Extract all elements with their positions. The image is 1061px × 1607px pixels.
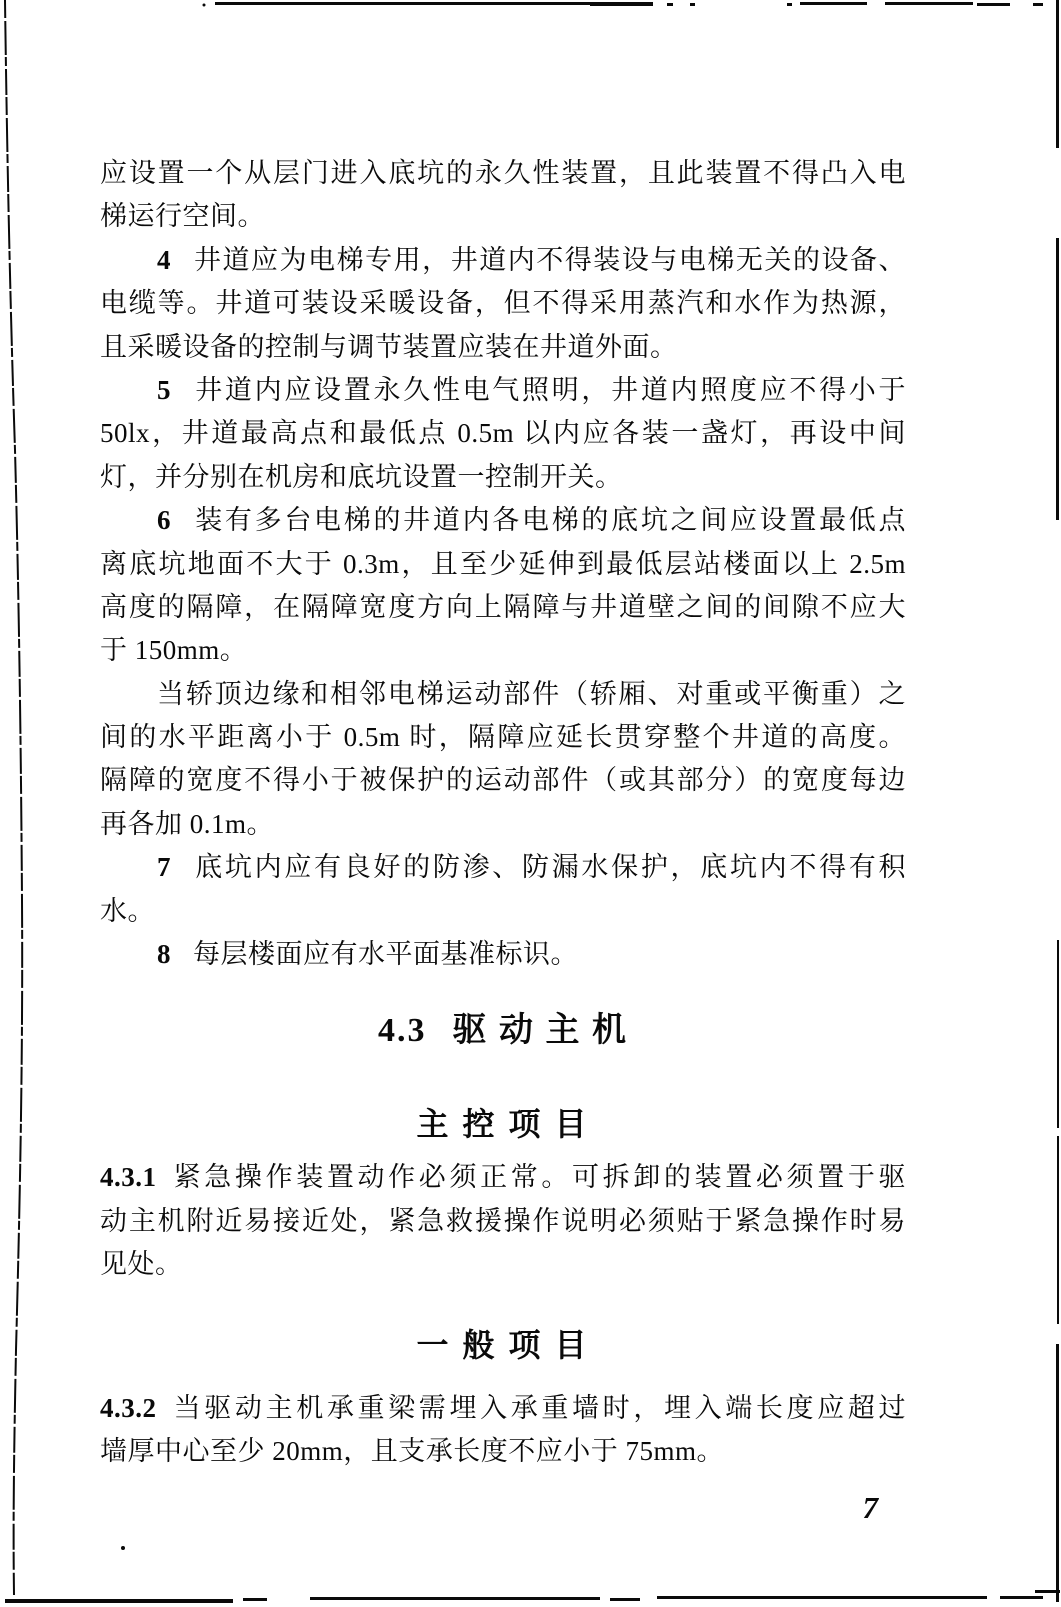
line-text: 井道应为电梯专用，井道内不得装设与电梯无关的设备、 [193,244,906,275]
scan-top-line [215,2,1043,6]
line-text: 再各加 0.1m。 [100,808,275,839]
text-line [100,1243,906,1286]
text-line [100,759,906,802]
item-number: 8 [157,939,171,970]
text-line [100,282,906,325]
line-text: 当轿顶边缘和相邻电梯运动部件（轿厢、对重或平衡重）之 [157,678,906,709]
scan-right-line [1056,0,1059,1602]
body-text-block [100,152,906,976]
item-number: 5 [157,374,171,405]
line-text: 于 150mm。 [100,635,248,666]
line-text: 电缆等。井道可装设采暖设备，但不得采用蒸汽和水作为热源， [100,288,906,319]
scan-bottom-line [5,1590,1060,1603]
line-text: 每层楼面应有水平面基准标识。 [193,939,578,970]
subheading-general: 一 般 项 目 [416,1326,590,1363]
text-line [100,499,906,542]
section-heading [100,1009,906,1053]
item-number: 7 [157,852,171,883]
clause-4-3-1-block [100,1156,906,1286]
page-number: 7 [862,1490,878,1526]
text-line [100,326,906,369]
text-line [100,152,906,195]
line-text: 灯，并分别在机房和底坑设置一控制开关。 [100,461,623,492]
text-line [100,1156,906,1199]
text-line [100,716,906,759]
line-text: 装有多台电梯的井道内各电梯的底坑之间应设置最低点 [193,505,906,536]
line-text: 见处。 [100,1249,183,1280]
line-text: 高度的隔障，在隔障宽度方向上隔障与井道壁之间的间隙不应大 [100,591,906,622]
text-line [100,369,906,412]
scan-speck [121,1546,125,1550]
line-text: 底坑内应有良好的防渗、防漏水保护，底坑内不得有积 [193,852,906,883]
line-text: 间的水平距离小于 0.5m 时，隔障应延长贯穿整个井道的高度。 [100,722,906,753]
text-line [100,1200,906,1243]
subheading-main-control: 主 控 项 目 [416,1106,590,1143]
text-line [100,629,906,672]
line-text: 水。 [100,895,155,926]
section-title: 驱 动 主 机 [452,1012,628,1050]
line-text: 且采暖设备的控制与调节装置应装在井道外面。 [100,331,678,362]
line-text: 梯运行空间。 [100,201,265,232]
text-line [100,933,906,976]
text-line [100,890,906,933]
text-line [100,412,906,455]
text-line [100,195,906,238]
line-text: 当驱动主机承重梁需埋入承重墙时，埋入端长度应超过 [170,1392,906,1423]
line-text: 井道内应设置永久性电气照明，井道内照度应不得小于 [193,374,906,405]
item-number: 6 [157,505,171,536]
text-line [100,803,906,846]
clause-number: 4.3.2 [100,1392,157,1423]
scan-speck [203,4,206,7]
text-line [100,673,906,716]
text-line [100,543,906,586]
line-text: 离底坑地面不大于 0.3m，且至少延伸到最低层站楼面以上 2.5m [100,548,906,579]
line-text: 隔障的宽度不得小于被保护的运动部件（或其部分）的宽度每边 [100,765,906,796]
text-line [100,846,906,889]
text-line [100,1430,906,1473]
line-text: 紧急操作装置动作必须正常。可拆卸的装置必须置于驱 [170,1162,906,1193]
text-line [100,586,906,629]
page-body [100,152,906,1530]
item-number: 4 [157,244,171,275]
clause-number: 4.3.1 [100,1162,157,1193]
text-line [100,456,906,499]
line-text: 墙厚中心至少 20mm，且支承长度不应小于 75mm。 [100,1435,725,1466]
text-line [100,239,906,282]
line-text: 应设置一个从层门进入底坑的永久性装置，且此装置不得凸入电 [100,158,906,188]
section-number: 4.3 [378,1012,427,1050]
clause-4-3-2-block [100,1387,906,1474]
scan-left-line [5,0,22,1595]
line-text: 50lx，井道最高点和最低点 0.5m 以内应各装一盏灯，再设中间 [100,418,906,449]
text-line [100,1387,906,1430]
line-text: 动主机附近易接近处，紧急救援操作说明必须贴于紧急操作时易 [100,1205,906,1236]
